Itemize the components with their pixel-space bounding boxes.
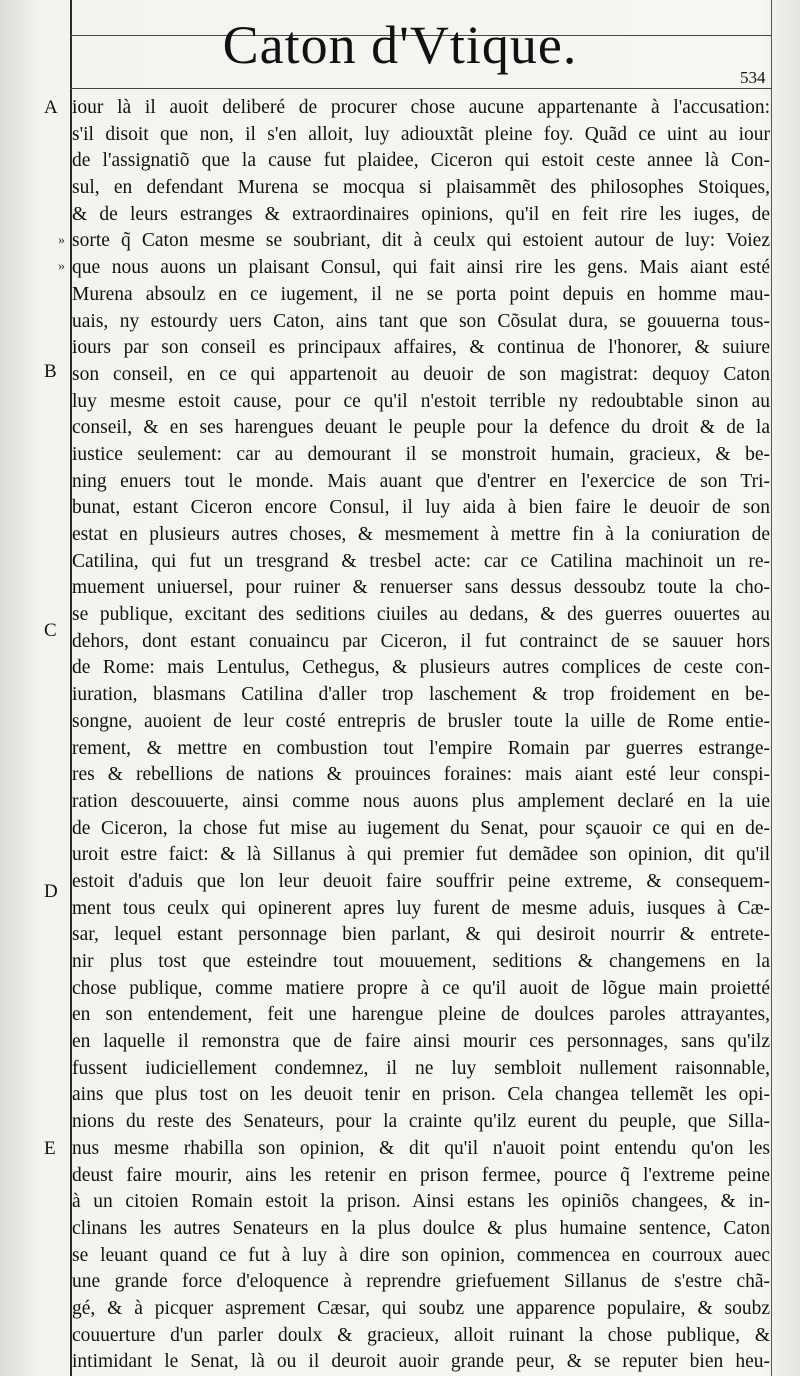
text-line: chose publique, comme matiere propre à ce qu'il auoit de lõgue main proietté — [72, 977, 770, 999]
text-line: ration descouuerte, ainsi comme nous auons plus amplement declaré en la uie — [72, 790, 770, 812]
text-line: une grande force d'eloquence à reprendre griefuement Sillanus de s'estre chã- — [72, 1271, 770, 1293]
header-rule-bottom — [70, 88, 772, 89]
text-line: son conseil, en ce qui appartenoit au deuoir de son magistrat: dequoy Caton — [72, 363, 770, 385]
text-line: res & rebellions de nations & prouinces foraines: mais aiant esté leur conspi- — [72, 764, 770, 786]
text-line: ment tous ceulx qui opinerent apres luy furent de mesme aduis, iusques à Cæ- — [72, 897, 770, 919]
text-line: rement, & mettre en combustion tout l'empire Romain par guerres estrange- — [72, 737, 770, 759]
text-line: nir plus tost que esteindre tout mouuement, seditions & changemens en la — [72, 951, 770, 972]
text-line: couuerture d'un parler doulx & gracieux, alloit ruinant la chose publique, & — [72, 1324, 770, 1346]
text-line: se leuant quand ce fut à luy à dire son opinion, commencea en courroux auec — [72, 1244, 770, 1266]
text-line: que nous auons un plaisant Consul, qui fait ainsi rire les gens. Mais aiant esté — [72, 257, 770, 279]
text-line: conseil, & en ses harengues deuant le peuple pour la defence du droit & de la — [72, 417, 770, 439]
text-line: de l'assignatiõ que la cause fut plaidee, Ciceron qui estoit ceste annee là Con- — [72, 150, 770, 172]
text-line: Murena absoulz en ce iugement, il ne se porta point depuis en homme mau- — [72, 283, 770, 305]
quotation-mark-2: » — [58, 259, 65, 274]
text-line: de Rome: mais Lentulus, Cethegus, & plusieurs autres complices de ceste con- — [72, 657, 770, 679]
text-line: sar, lequel estant personnage bien parlant, & qui desiroit nourrir & entrete- — [72, 924, 770, 946]
text-line: intimidant le Senat, là ou il deuroit auoir grande peur, & se reputer bien heu- — [72, 1351, 770, 1373]
text-line: estat en plusieurs autres choses, & mesmement à mettre fin à la coniuration de — [72, 524, 770, 545]
right-column-rule — [771, 0, 772, 1376]
text-line: luy mesme estoit cause, pour ce qu'il n'estoit terrible ny redoubtable sinon au — [72, 390, 770, 412]
margin-letter-c: C — [44, 620, 57, 641]
quotation-mark-1: » — [58, 233, 65, 248]
text-line: sorte q̃ Caton mesme se soubriant, dit à ceulx qui estoient autour de luy: Voiez — [72, 230, 770, 252]
text-line: de Ciceron, la chose fut mise au iugement du Senat, pour sçauoir ce qui en de- — [72, 817, 770, 839]
text-line: bunat, estant Ciceron encore Consul, il luy aida à bien faire le deuoir de son — [72, 497, 770, 519]
text-line: uroit estre faict: & là Sillanus à qui premier fut demãdee son opinion, dit qu'il — [72, 844, 770, 866]
margin-letter-e: E — [44, 1138, 56, 1159]
text-line: estoit d'aduis que lon leur deuoit faire souffrir peine extreme, & consequem- — [72, 870, 770, 892]
margin-letter-d: D — [44, 881, 58, 902]
text-line: sul, en defendant Murena se mocqua si plaisammẽt des philosophes Stoiques, — [72, 177, 770, 199]
text-line: gé, & à picquer asprement Cæsar, qui soubz une apparence populaire, & soubz — [72, 1297, 770, 1319]
text-line: uais, ny estourdy uers Caton, ains tant que son Cõsulat dura, se gouuerna tous- — [72, 310, 770, 332]
text-line: Catilina, qui fut un tresgrand & tresbel acte: car ce Catilina machinoit un re- — [72, 550, 770, 572]
text-line: iour là il auoit deliberé de procurer chose aucune appartenante à l'accusation: — [72, 97, 770, 118]
text-line: en son entendement, feit une harengue pleine de doulces paroles attrayantes, — [72, 1004, 770, 1026]
text-line: & de leurs estranges & extraordinaires opinions, qu'il en feit rire les iuges, de — [72, 203, 770, 225]
text-line: clinans les autres Senateurs en la plus doulce & plus humaine sentence, Caton — [72, 1217, 770, 1239]
text-line: à un citoien Romain estoit la prison. Ainsi estans les opiniõs changees, & in- — [72, 1191, 770, 1213]
text-line: se publique, excitant des seditions ciuiles au dedans, & des guerres ouuertes au — [72, 604, 770, 626]
text-line: deust faire mourir, ains les retenir en prison fermee, pource q̃ l'extreme peine — [72, 1164, 770, 1186]
text-line: dehors, dont estant conuaincu par Ciceron, il fut contrainct de se sauuer hors — [72, 630, 770, 652]
text-line: en laquelle il remonstra que de faire ainsi mourir ces personnages, sans qu'ilz — [72, 1031, 770, 1053]
running-title: Caton d'Vtique. — [222, 15, 578, 75]
text-line: ains que plus tost on les deuoit tenir en prison. Cela changea tellemẽt les opi- — [72, 1084, 770, 1106]
text-line: nions du reste des Senateurs, pour la crainte qu'ilz eurent du peuple, que Silla- — [72, 1111, 770, 1133]
text-line: fussent iudiciellement condemnez, il ne luy sembloit nullement raisonnable, — [72, 1057, 770, 1079]
margin-letter-b: B — [44, 361, 57, 382]
text-line: muement uniuersel, pour ruiner & renuerser sans dessus dessoubz toute la cho- — [72, 577, 770, 599]
text-line: songne, auoient de leur costé entrepris de brusler toute la uille de Rome entie- — [72, 710, 770, 732]
text-line: s'il disoit que non, il s'en alloit, luy adiouxtãt pleine foy. Quãd ce uint au iour — [72, 123, 770, 145]
text-line: iuration, blasmans Catilina d'aller trop laschement & trop froidement en be- — [72, 684, 770, 706]
margin-letter-a: A — [44, 97, 58, 118]
body-text — [72, 95, 770, 1376]
page-number: 534 — [740, 68, 766, 87]
text-line: iustice seulement: car au demourant il se monstroit humain, gracieux, & be- — [72, 443, 770, 465]
text-line: ning enuers tout le monde. Mais auant que d'entrer en l'exercice de son Tri- — [72, 470, 770, 492]
text-line: iours par son conseil es principaux affaires, & continua de l'honorer, & suiure — [72, 337, 770, 359]
text-line: nus mesme rhabilla son opinion, & dit qu'il n'auoit point entendu qu'on les — [72, 1137, 770, 1159]
